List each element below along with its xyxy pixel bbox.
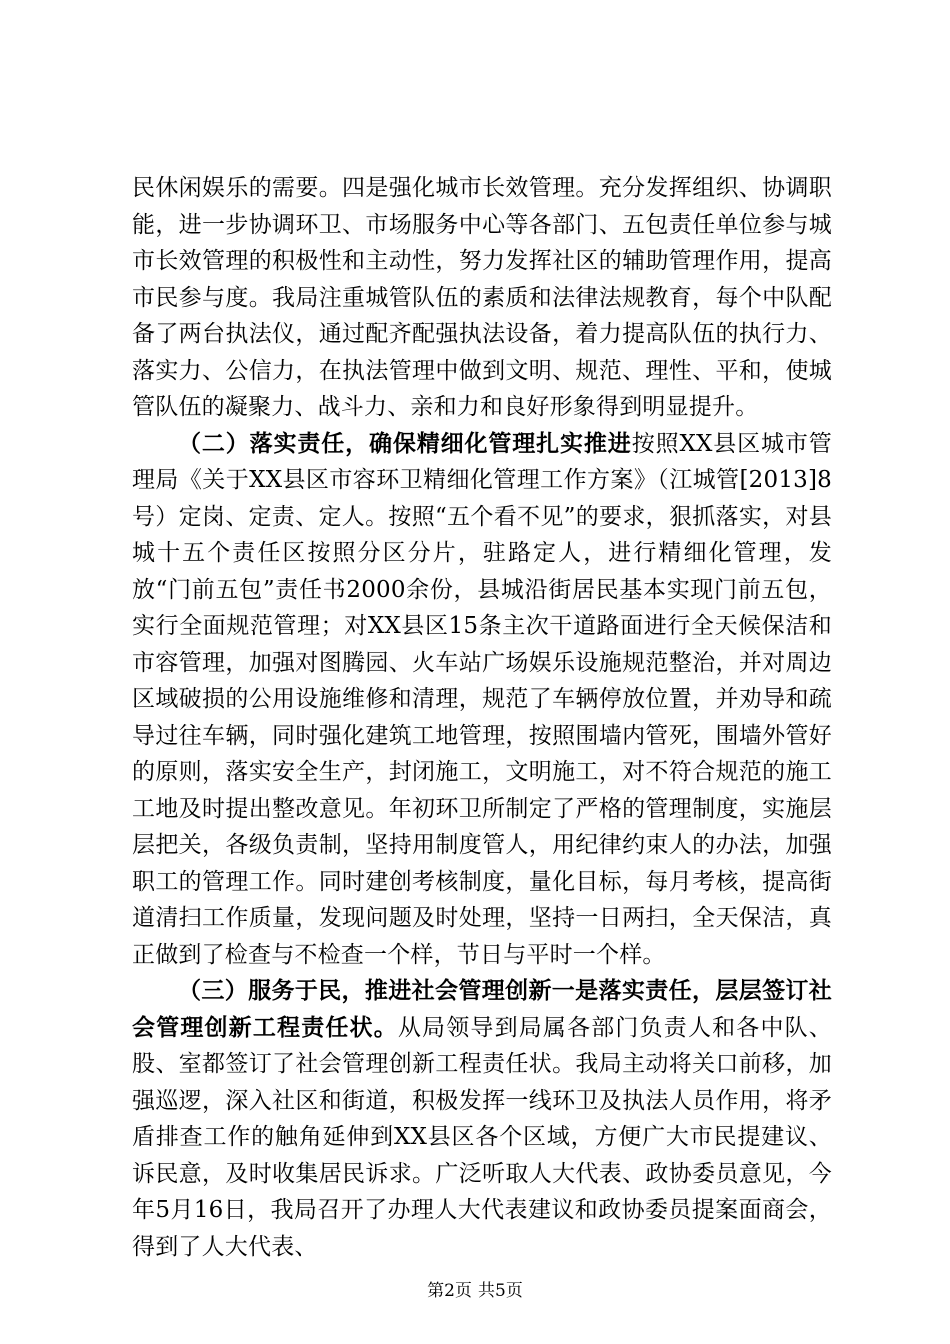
paragraph-lead: （二）落实责任，确保精细化管理扎实推进 — [178, 429, 632, 457]
paragraph-text: 民休闲娱乐的需要。四是强化城市长效管理。充分发挥组织、协调职能，进一步协调环卫、市场服务中心等各部门、五包责任单位参与城市长效管理的积极性和主动性，努力发挥社区的辅助管理作用，提高市民参与度。我局注重城管队伍的素质和法律法规教育，每个中队配备了两台执法仪，通过配齐配强执法设备，着力提高队伍的执行力、落实力、公信力，在执法管理中做到文明、规范、理性、平和，使城管队伍的凝聚力、战斗力、亲和力和良好形象得到明显提升。 — [132, 175, 832, 420]
page-number: 第2页 — [427, 1281, 472, 1301]
paragraph-lead: （三）服务于民，推进社会管理创新一是落实责任，层层签订社会管理创新工程责任状。 — [132, 977, 832, 1041]
paragraph-section-2 — [132, 426, 832, 974]
paragraph-continuation — [132, 170, 832, 426]
paragraph-section-3 — [132, 973, 832, 1265]
paragraph-text: 从局领导到局属各部门负责人和各中队、股、室都签订了社会管理创新工程责任状。我局主动将关口前移，加强巡逻，深入社区和街道，积极发挥一线环卫及执法人员作用，将矛盾排查工作的触角延伸到XX县区各个区域，方便广大市民提建议、诉民意，及时收集居民诉求。广泛听取人大代表、政协委员意见，今年5月16日，我局召开了办理人大代表建议和政协委员提案面商会，得到了人大代表、 — [132, 1014, 832, 1260]
document-body — [132, 170, 832, 1265]
page-footer — [0, 1276, 950, 1301]
paragraph-text: 按照XX县区城市管理局《关于XX县区市容环卫精细化管理工作方案》（江城管[2013]8号）定岗、定责、定人。按照“五个看不见”的要求，狠抓落实，对县城十五个责任区按照分区分片，驻路定人，进行精细化管理，发放“门前五包”责任书2000余份，县城沿街居民基本实现门前五包，实行全面规范管理；对XX县区15条主次干道路面进行全天候保洁和市容管理，加强对图腾园、火车站广场娱乐设施规范整治，并对周边区域破损的公用设施维修和清理，规范了车辆停放位置，并劝导和疏导过往车辆，同时强化建筑工地管理，按照围墙内管死，围墙外管好的原则，落实安全生产，封闭施工，文明施工，对不符合规范的施工工地及时提出整改意见。年初环卫所制定了严格的管理制度，实施层层把关，各级负责制，坚持用制度管人，用纪律约束人的办法，加强职工的管理工作。同时建创考核制度，量化目标，每月考核，提高街道清扫工作质量，发现问题及时处理，坚持一日两扫，全天保洁，真正做到了检查与不检查一个样，节日与平时一个样。 — [132, 430, 832, 968]
page-total: 共5页 — [478, 1281, 523, 1301]
